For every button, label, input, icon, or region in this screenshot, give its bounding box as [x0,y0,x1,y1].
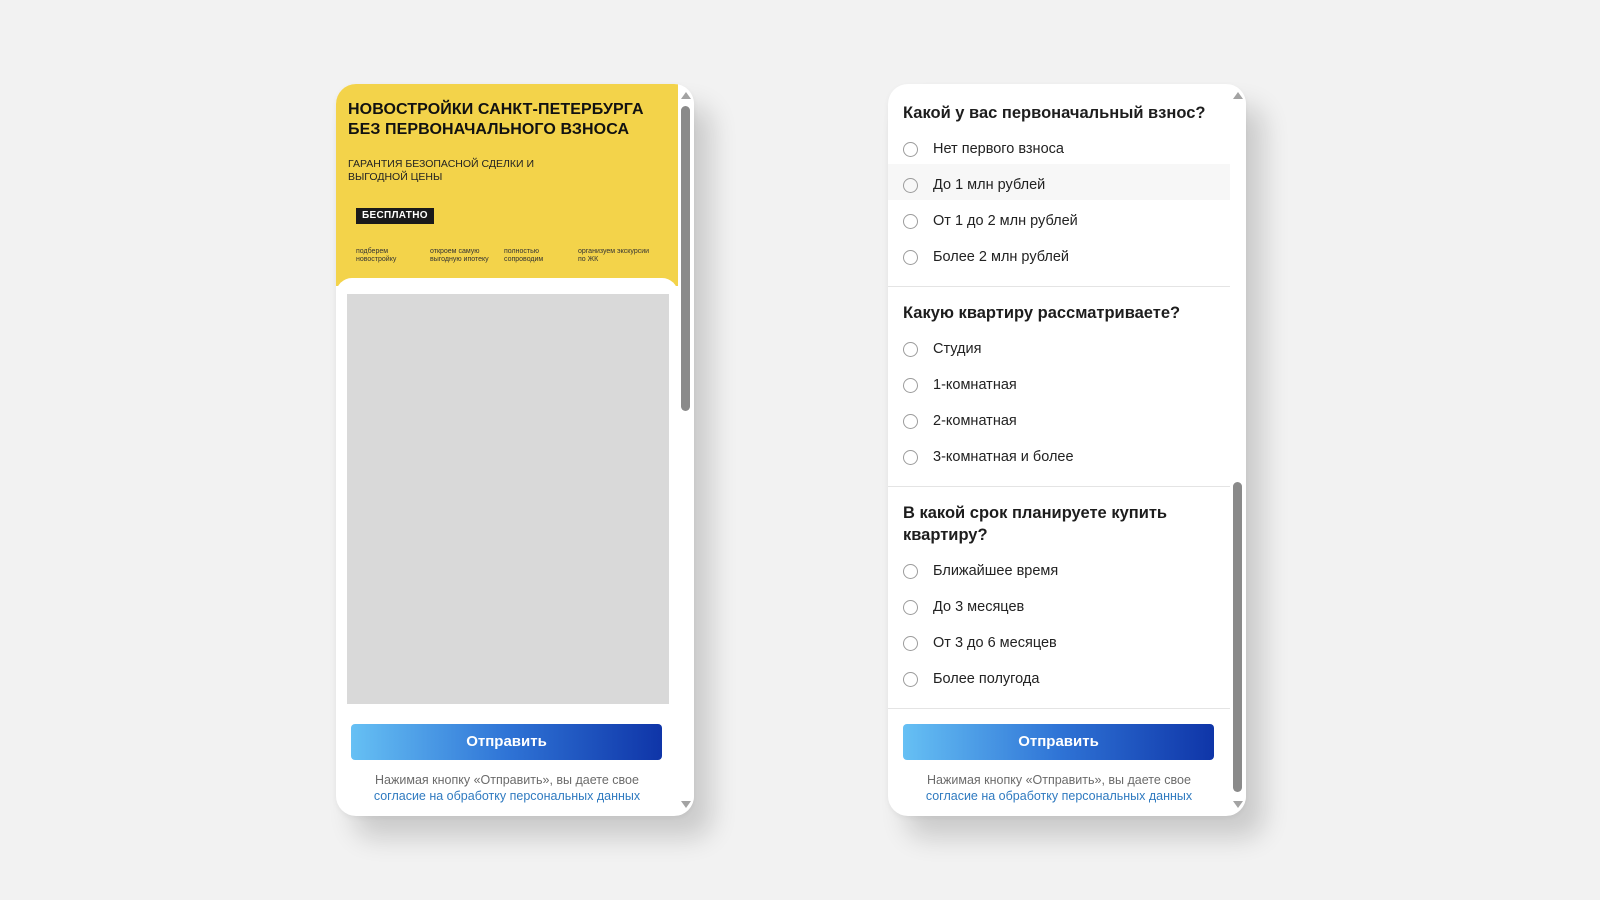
scroll-down-arrow-icon[interactable] [681,801,691,808]
scrollbar[interactable] [1230,84,1246,816]
option-label: Более 2 млн рублей [933,249,1070,265]
option-over-2m[interactable] [903,242,1213,272]
scrollbar[interactable] [678,84,694,816]
option-2-room[interactable] [903,406,1213,436]
option-label: Более полугода [933,671,1040,687]
option-3-to-6-months[interactable] [903,628,1213,658]
option-label: 1-комнатная [933,377,1017,393]
option-label: До 1 млн рублей [933,177,1046,193]
image-placeholder [347,294,669,704]
option-label: Ближайшее время [933,563,1059,579]
scroll-down-arrow-icon[interactable] [1233,801,1243,808]
submit-button[interactable]: Отправить [351,724,662,760]
feature-item: откроем самую выгодную ипотеку [430,248,489,263]
option-no-down-payment[interactable] [903,134,1213,164]
option-up-to-1m[interactable] [903,170,1213,200]
consent-text: Нажимая кнопку «Отправить», вы даете свое [375,773,639,787]
option-label: 3-комнатная и более [933,449,1074,465]
option-label: От 1 до 2 млн рублей [933,213,1078,229]
option-studio[interactable] [903,334,1213,364]
consent-note [336,772,678,804]
radio-icon[interactable] [903,214,918,229]
option-label: От 3 до 6 месяцев [933,635,1057,651]
radio-icon[interactable] [903,414,918,429]
feature-item: подберем новостройку [356,248,397,263]
option-label: Студия [933,341,982,357]
scroll-up-arrow-icon[interactable] [1233,92,1243,99]
radio-icon[interactable] [903,672,918,687]
question-title-down-payment: Какой у вас первоначальный взнос? [903,104,1206,122]
option-label: До 3 месяцев [933,599,1025,615]
divider [888,286,1230,287]
radio-icon[interactable] [903,250,918,265]
free-badge: БЕСПЛАТНО [356,208,434,224]
banner-subtitle: ГАРАНТИЯ БЕЗОПАСНОЙ СДЕЛКИ И ВЫГОДНОЙ ЦЕНЫ [348,158,534,183]
landing-card [336,84,694,816]
form-card [888,84,1246,816]
option-over-half-year[interactable] [903,664,1213,694]
radio-icon[interactable] [903,564,918,579]
promo-banner [336,84,678,286]
radio-icon[interactable] [903,342,918,357]
divider [888,486,1230,487]
radio-icon[interactable] [903,142,918,157]
option-label: Нет первого взноса [933,141,1064,157]
radio-icon[interactable] [903,450,918,465]
radio-icon[interactable] [903,636,918,651]
divider [888,708,1230,709]
submit-button[interactable]: Отправить [903,724,1214,760]
option-up-to-3-months[interactable] [903,592,1213,622]
option-3-room-plus[interactable] [903,442,1213,472]
feature-item: организуем экскурсии по ЖК [578,248,650,263]
radio-icon[interactable] [903,378,918,393]
scrollbar-thumb[interactable] [1233,482,1242,792]
option-1-to-2m[interactable] [903,206,1213,236]
option-label: 2-комнатная [933,413,1017,429]
scroll-up-arrow-icon[interactable] [681,92,691,99]
consent-text: Нажимая кнопку «Отправить», вы даете свое [927,773,1191,787]
question-title-apartment-type: Какую квартиру рассматриваете? [903,304,1181,322]
banner-title: НОВОСТРОЙКИ САНКТ-ПЕТЕРБУРГА БЕЗ ПЕРВОНАЧАЛЬНОГО ВЗНОСА [348,101,644,138]
option-soon[interactable] [903,556,1213,586]
radio-icon[interactable] [903,600,918,615]
radio-icon[interactable] [903,178,918,193]
consent-link[interactable]: согласие на обработку персональных данных [925,789,1193,803]
banner-features [356,248,666,264]
question-title-purchase-timeframe: В какой срок планируете купить квартиру? [903,504,1168,544]
option-1-room[interactable] [903,370,1213,400]
consent-link[interactable]: согласие на обработку персональных данных [373,789,641,803]
feature-item: полностью сопроводим [504,248,544,263]
consent-note [888,772,1230,804]
scrollbar-thumb[interactable] [681,106,690,411]
